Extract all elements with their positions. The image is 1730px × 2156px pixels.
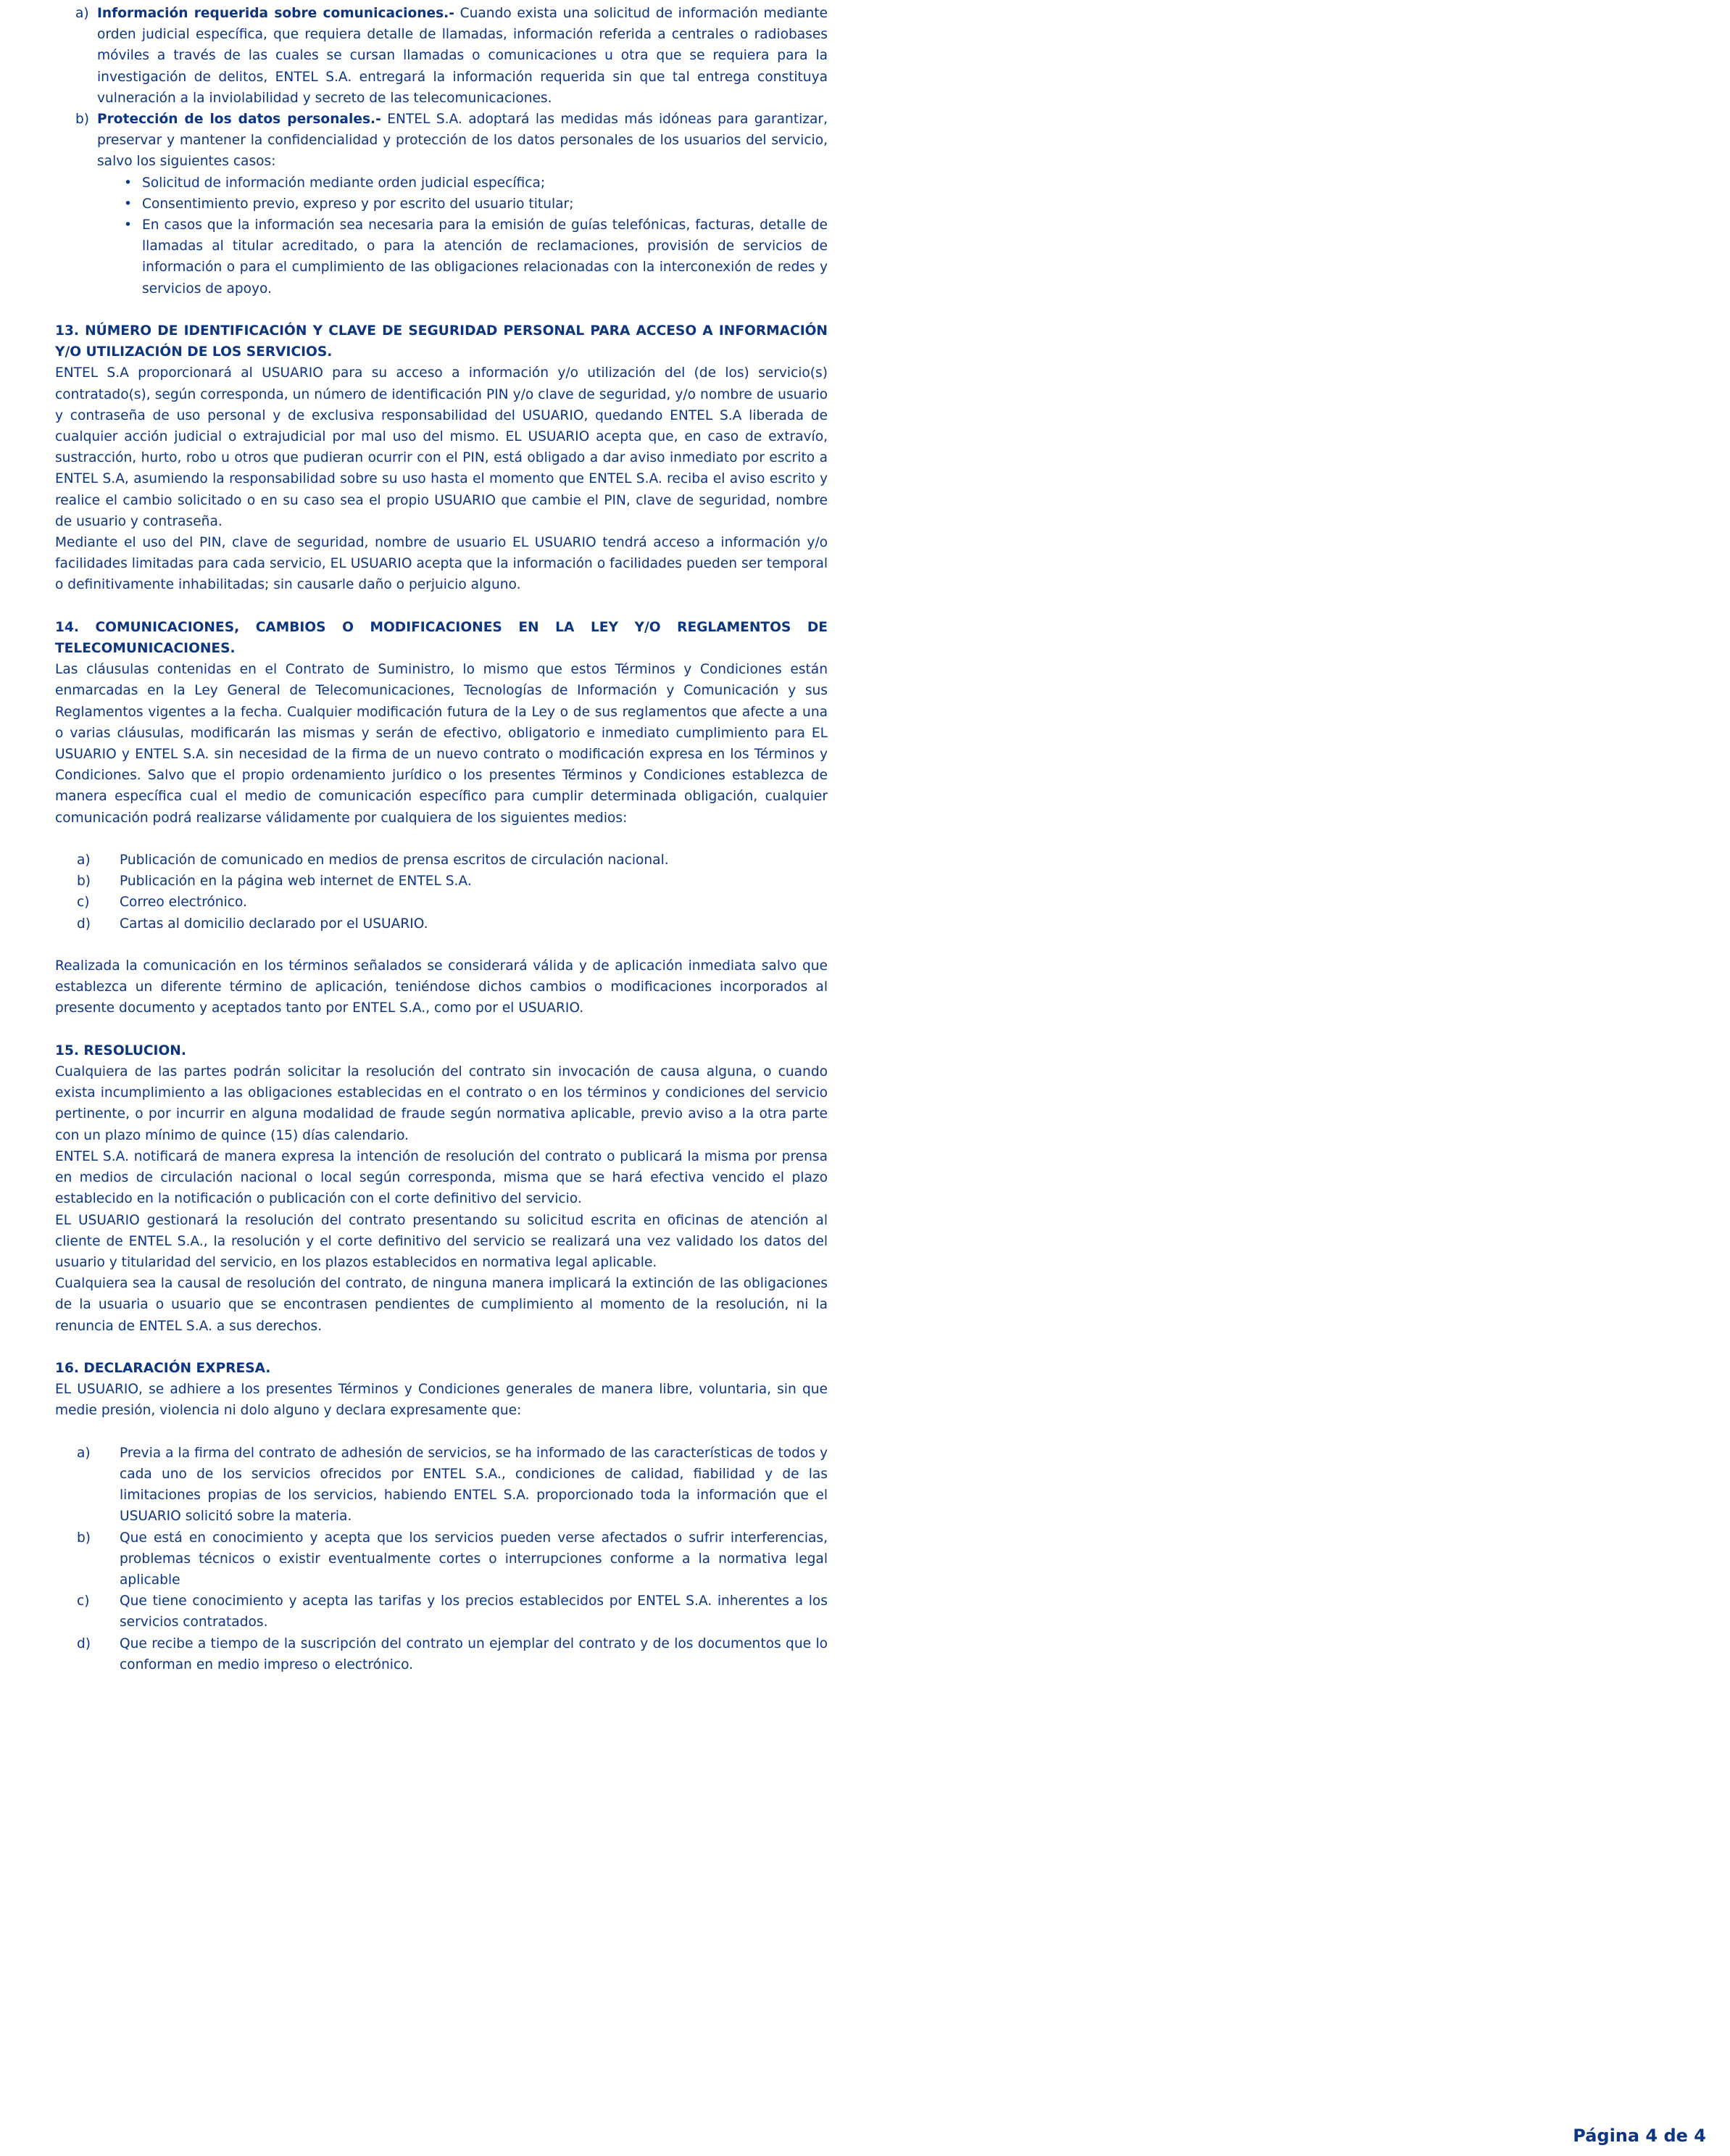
section-14-list <box>55 850 828 934</box>
section-15-paragraph-2: ENTEL S.A. notificará de manera expresa la intención de resolución del contrato o publicará la misma por prensa en medios de circulación nacional o local según corresponda, misma que se hará efectiva vencido el plazo establecido en la notificación o publicación con el corte definitivo del servicio. <box>55 1148 828 1207</box>
item-text: ENTEL S.A. adoptará las medidas más idóneas para garantizar, preservar y mantener la confidencialidad y protección de los datos personales de los usuarios del servicio, salvo los siguientes casos: <box>97 112 828 170</box>
list-item: a) Previa a la firma del contrato de adhesión de servicios, se ha informado de las características de todos y cada uno de los servicios ofrecidos por ENTEL S.A., condiciones de calidad, fiabilidad y de las limitaciones propias de los servicios, habiendo ENTEL S.A. proporcionado toda la información que el USUARIO solicitó sobre la materia. <box>77 1445 828 1525</box>
bullet-icon: • <box>124 196 132 212</box>
section-15-heading: 15. RESOLUCION. <box>55 1042 186 1058</box>
list-item: d) Cartas al domicilio declarado por el USUARIO. <box>77 916 428 932</box>
section-13-heading: 13. NÚMERO DE IDENTIFICACIÓN Y CLAVE DE SEGURIDAD PERSONAL PARA ACCESO A INFORMACIÓN Y/O UTILIZACIÓN DE LOS SERVICIOS. <box>55 323 828 360</box>
list-item: • Solicitud de información mediante orden judicial específica; <box>142 173 828 194</box>
list-item: b) Publicación en la página web internet de ENTEL S.A. <box>77 874 472 890</box>
bullet-icon: • <box>124 175 132 191</box>
section-14-paragraph-1: Las cláusulas contenidas en el Contrato de Suministro, lo mismo que estos Términos y Condiciones están enmarcadas en la Ley General de Telecomunicaciones, Tecnologías de Información y Comunicación y sus Reglamentos vigentes a la fecha. Cualquier modificación futura de la Ley o de sus reglamentos que afecte a una o varias cláusulas, modificarán las mismas y serán de efectivo, obligatorio e inmediato cumplimiento para EL USUARIO y ENTEL S.A. sin necesidad de la firma de un nuevo contrato o modificación expresa en los Términos y Condiciones. Salvo que el propio ordenamiento jurídico o los presentes Términos y Condiciones establezca de manera específica cual el medio de comunicación específico para cumplir determinada obligación, cualquier comunicación podrá realizarse válidamente por cualquiera de los siguientes medios: <box>55 662 828 826</box>
list-item: • Consentimiento previo, expreso y por escrito del usuario titular; <box>142 194 828 215</box>
document-page <box>55 3 828 1675</box>
section-15-paragraph-4: Cualquiera sea la causal de resolución del contrato, de ninguna manera implicará la extinción de las obligaciones de la usuaria o usuario que se encontrasen pendientes de cumplimiento al momento de la resolución, ni la renuncia de ENTEL S.A. a sus derechos. <box>55 1276 828 1334</box>
section-16-list <box>55 1443 828 1675</box>
item-title: Información requerida sobre comunicaciones.- <box>97 6 454 21</box>
bullet-list <box>55 173 828 299</box>
intro-item-a <box>55 3 828 109</box>
list-item: a) Publicación de comunicado en medios de prensa escritos de circulación nacional. <box>77 853 669 868</box>
bullet-icon: • <box>124 217 132 233</box>
item-title: Protección de los datos personales.- <box>97 112 381 128</box>
section-15-paragraph-3: EL USUARIO gestionará la resolución del contrato presentando su solicitud escrita en oficinas de atención al cliente de ENTEL S.A., la resolución y el corte definitivo del servicio se realizará una vez validado los datos del usuario y titularidad del servicio, en los plazos establecidos en normativa legal aplicable. <box>55 1212 828 1270</box>
list-item: • En casos que la información sea necesaria para la emisión de guías telefónicas, facturas, detalle de llamadas al titular acreditado, o para la atención de reclamaciones, provisión de servicios de información o para el cumplimiento de las obligaciones relacionadas con la interconexión de redes y servicios de apoyo. <box>142 215 828 299</box>
list-item: c) Correo electrónico. <box>77 895 247 911</box>
section-15-paragraph-1: Cualquiera de las partes podrán solicitar la resolución del contrato sin invocación de causa alguna, o cuando exista incumplimiento a las obligaciones establecidas en el contrato o en los términos y condiciones del servicio pertinente, o por incurrir en alguna modalidad de fraude según normativa aplicable, previo aviso a la otra parte con un plazo mínimo de quince (15) días calendario. <box>55 1064 828 1143</box>
list-item: d) Que recibe a tiempo de la suscripción del contrato un ejemplar del contrato y de los documentos que lo conforman en medio impreso o electrónico. <box>77 1635 828 1672</box>
item-label: a) <box>75 6 89 21</box>
list-item: b) Que está en conocimiento y acepta que los servicios pueden verse afectados o sufrir interferencias, problemas técnicos o existir eventualmente cortes o interrupciones conforme a la normativa legal aplicable <box>77 1530 828 1588</box>
intro-item-b <box>55 109 828 173</box>
section-13-paragraph-1: ENTEL S.A proporcionará al USUARIO para su acceso a información y/o utilización del (de los) servicio(s) contratado(s), según corresponda, un número de identificación PIN y/o clave de seguridad, y/o nombre de usuario y contraseña de uso personal y de exclusiva responsabilidad del USUARIO, quedando ENTEL S.A liberada de cualquier acción judicial o extrajudicial por mal uso del mismo. EL USUARIO acepta que, en caso de extravío, sustracción, hurto, robo u otros que pudieran ocurrir con el PIN, está obligado a dar aviso inmediato por escrito a ENTEL S.A, asumiendo la responsabilidad sobre su uso hasta el momento que ENTEL S.A. reciba el aviso escrito y realice el cambio solicitado o en su caso sea el propio USUARIO que cambie el PIN, clave de seguridad, nombre de usuario y contraseña. <box>55 365 828 529</box>
section-13-paragraph-2: Mediante el uso del PIN, clave de seguridad, nombre de usuario EL USUARIO tendrá acceso a información y/o facilidades limitadas para cada servicio, EL USUARIO acepta que la información o facilidades pueden ser temporal o definitivamente inhabilitadas; sin causarle daño o perjuicio alguno. <box>55 535 828 593</box>
list-item: c) Que tiene conocimiento y acepta las tarifas y los precios establecidos por ENTEL S.A. inherentes a los servicios contratados. <box>77 1593 828 1630</box>
section-16-paragraph-1: EL USUARIO, se adhiere a los presentes Términos y Condiciones generales de manera libre, voluntaria, sin que medie presión, violencia ni dolo alguno y declara expresamente que: <box>55 1382 828 1419</box>
section-16-heading: 16. DECLARACIÓN EXPRESA. <box>55 1360 271 1376</box>
item-text: Cuando exista una solicitud de información mediante orden judicial específica, que requiera detalle de llamadas, información referida a centrales o radiobases móviles a través de las cuales se cursan llamadas o comunicaciones u otra que se requiera para la investigación de delitos, ENTEL S.A. entregará la información requerida sin que tal entrega constituya vulneración a la inviolabilidad y secreto de las telecomunicaciones. <box>97 6 828 106</box>
section-14-paragraph-2: Realizada la comunicación en los términos señalados se considerará válida y de aplicación inmediata salvo que establezca un diferente término de aplicación, teniéndose dichos cambios o modificaciones incorporados al presente documento y aceptados tanto por ENTEL S.A., como por el USUARIO. <box>55 958 828 1016</box>
item-label: b) <box>75 112 90 128</box>
page-number: Página 4 de 4 <box>1573 2126 1706 2146</box>
section-14-heading: 14. COMUNICACIONES, CAMBIOS O MODIFICACIONES EN LA LEY Y/O REGLAMENTOS DE TELECOMUNICACIONES. <box>55 619 828 657</box>
